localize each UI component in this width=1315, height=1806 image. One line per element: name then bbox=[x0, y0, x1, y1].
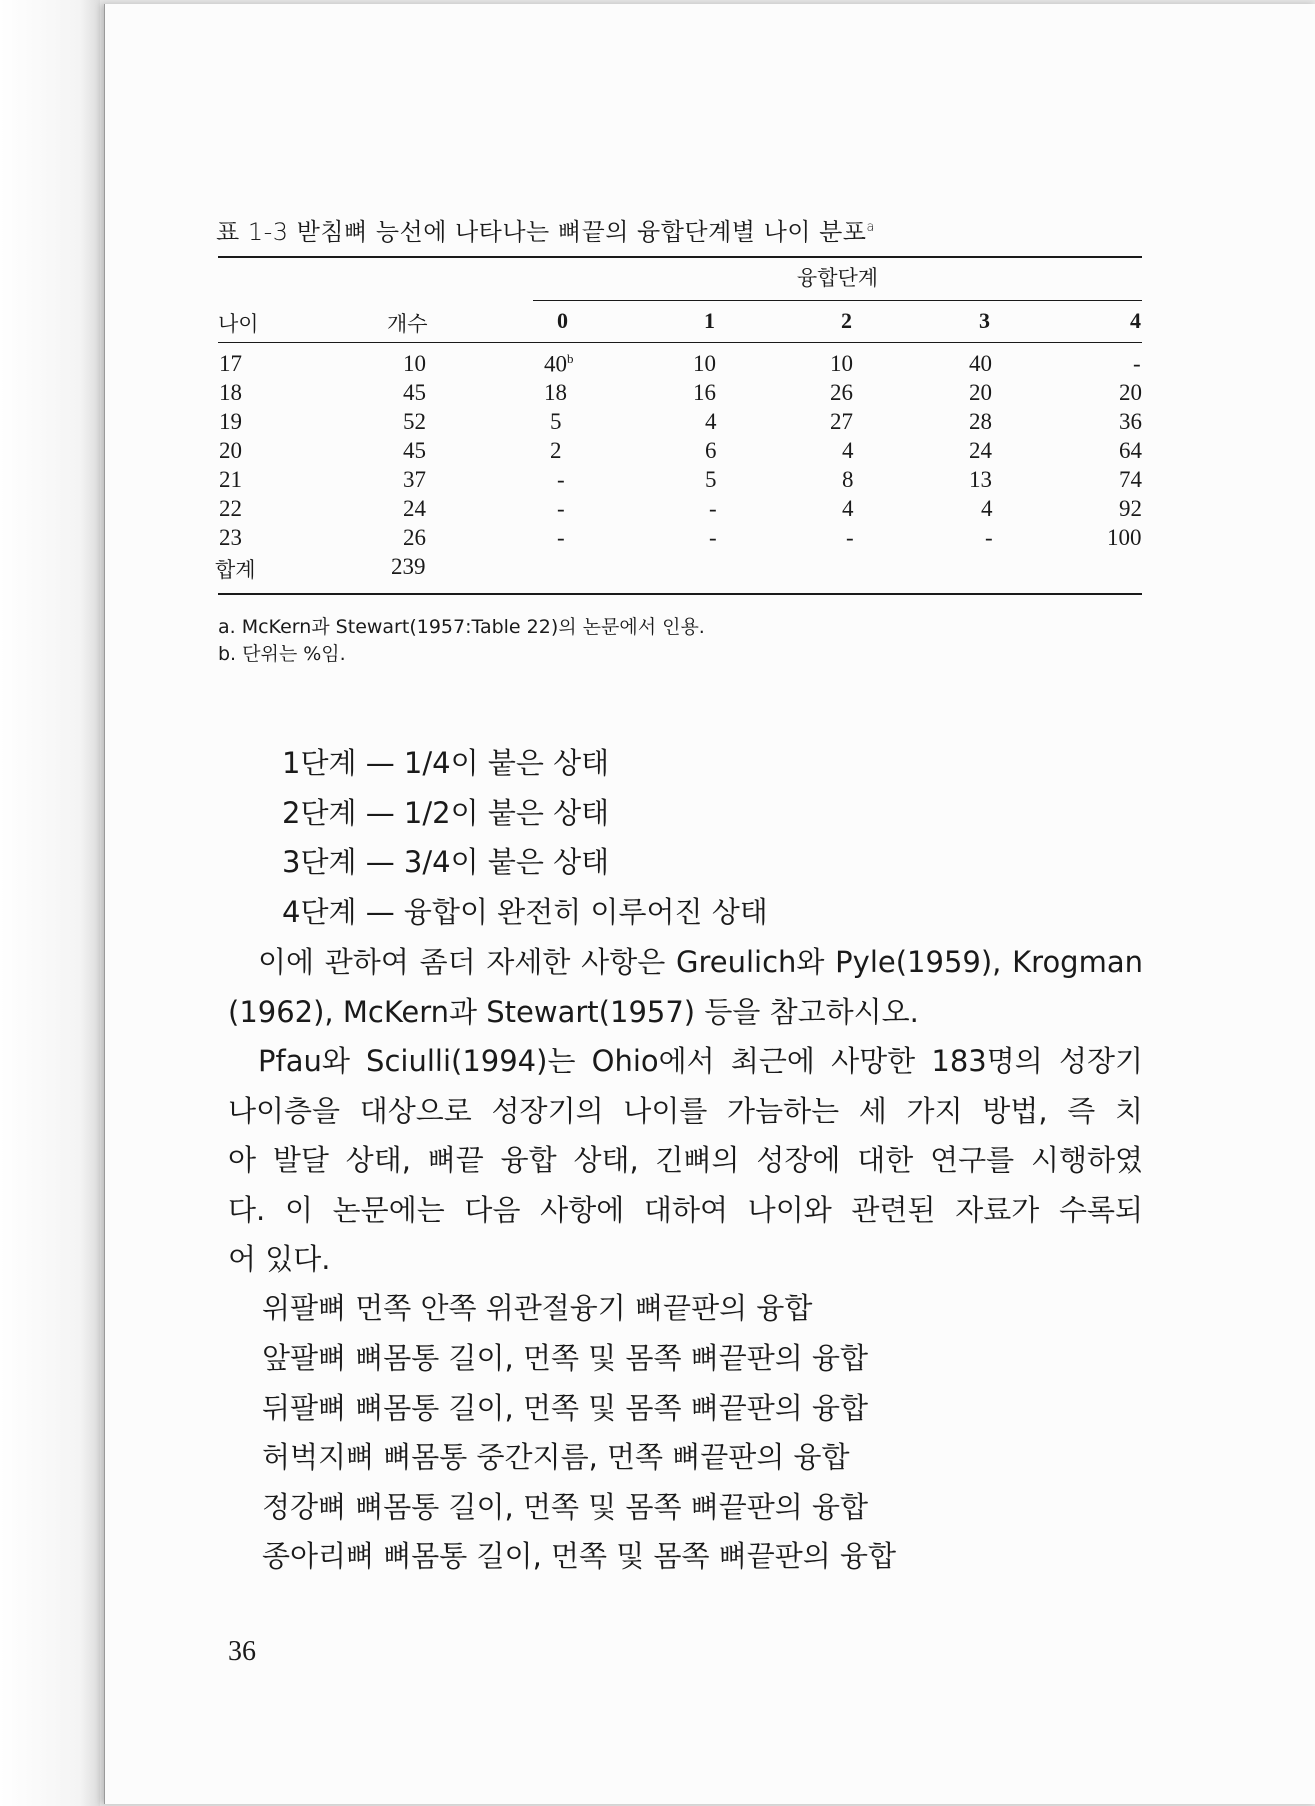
cell-stage-2: 4 bbox=[842, 496, 854, 521]
cell-count: 239 bbox=[391, 554, 426, 579]
table-caption bbox=[216, 212, 875, 247]
cell-age: 20 bbox=[219, 438, 242, 463]
table-row bbox=[0, 496, 1315, 525]
cell-stage-0-value: 40 bbox=[544, 351, 567, 377]
cell-stage-4: 100 bbox=[1107, 525, 1142, 550]
cell-age: 21 bbox=[219, 467, 242, 492]
cell-footnote-mark: b bbox=[567, 351, 574, 366]
cell-stage-1: 10 bbox=[693, 351, 716, 376]
cell-count: 45 bbox=[403, 380, 426, 405]
cell-stage-1: 5 bbox=[705, 467, 717, 492]
cell-stage-0: - bbox=[557, 525, 565, 550]
footnote-a: a. McKern과 Stewart(1957:Table 22)의 논문에서 인용. bbox=[218, 616, 705, 638]
cell-stage-2: 27 bbox=[830, 409, 853, 434]
table-top-rule bbox=[218, 256, 1142, 258]
table-row bbox=[0, 380, 1315, 409]
table-row bbox=[0, 467, 1315, 496]
cell-stage-3: - bbox=[985, 525, 993, 550]
paragraph-line: 나이층을 대상으로 성장기의 나이를 가늠하는 세 가지 방법, 즉 치 bbox=[228, 1094, 1143, 1128]
cell-stage-0: 5 bbox=[550, 409, 562, 434]
cell-stage-4: - bbox=[1133, 351, 1141, 376]
cell-stage-3: 13 bbox=[969, 467, 992, 492]
caption-footnote-mark: a bbox=[866, 220, 875, 235]
table-header-rule bbox=[218, 342, 1142, 343]
cell-stage-0: - bbox=[557, 467, 565, 492]
table-row bbox=[0, 351, 1315, 380]
fusion-stage-group-header: 융합단계 bbox=[796, 266, 879, 290]
cell-stage-0: - bbox=[557, 496, 565, 521]
paragraph-line: 이에 관하여 좀더 자세한 사항은 Greulich와 Pyle(1959), Krogman bbox=[258, 945, 1143, 979]
cell-age: 22 bbox=[219, 496, 242, 521]
cell-stage-1: 6 bbox=[705, 438, 717, 463]
header-stage-1: 1 bbox=[704, 308, 715, 333]
page-number: 36 bbox=[228, 1636, 256, 1667]
cell-count: 24 bbox=[403, 496, 426, 521]
cell-stage-3: 24 bbox=[969, 438, 992, 463]
cell-age: 18 bbox=[219, 380, 242, 405]
header-age: 나이 bbox=[218, 312, 259, 336]
cell-stage-4: 64 bbox=[1119, 438, 1142, 463]
cell-stage-4: 92 bbox=[1119, 496, 1142, 521]
cell-age: 17 bbox=[219, 351, 242, 376]
cell-stage-4: 20 bbox=[1119, 380, 1142, 405]
table-row bbox=[0, 554, 1315, 583]
cell-stage-0: 18 bbox=[544, 380, 567, 405]
cell-stage-0 bbox=[544, 351, 574, 378]
cell-count: 26 bbox=[403, 525, 426, 550]
book-spine-shadow bbox=[0, 0, 100, 1806]
paragraph-line: 다. 이 논문에는 다음 사항에 대하여 나이와 관련된 자료가 수록되 bbox=[228, 1193, 1143, 1227]
table-row bbox=[0, 525, 1315, 554]
cell-stage-2: - bbox=[846, 525, 854, 550]
cell-count: 10 bbox=[403, 351, 426, 376]
bone-list-item: 정강뼈 뼈몸통 길이, 먼쪽 및 몸쪽 뼈끝판의 융합 bbox=[262, 1490, 869, 1524]
cell-stage-3: 28 bbox=[969, 409, 992, 434]
cell-stage-1: 4 bbox=[705, 409, 717, 434]
stage-definition: 3단계 — 3/4이 붙은 상태 bbox=[282, 845, 610, 879]
table-bottom-rule bbox=[218, 593, 1142, 595]
stage-definition: 1단계 — 1/4이 붙은 상태 bbox=[282, 746, 610, 780]
cell-stage-3: 20 bbox=[969, 380, 992, 405]
bone-list-item: 허벅지뼈 뼈몸통 중간지름, 먼쪽 뼈끝판의 융합 bbox=[262, 1440, 850, 1474]
cell-stage-3: 40 bbox=[969, 351, 992, 376]
cell-age: 19 bbox=[219, 409, 242, 434]
paragraph-line: Pfau와 Sciulli(1994)는 Ohio에서 최근에 사망한 183명의 성장기 bbox=[258, 1044, 1143, 1078]
table-caption-text: 표 1-3 받침뼈 능선에 나타나는 뼈끝의 융합단계별 나이 분포 bbox=[216, 218, 867, 246]
header-stage-0: 0 bbox=[557, 308, 568, 333]
cell-stage-4: 36 bbox=[1119, 409, 1142, 434]
bone-list-item: 위팔뼈 먼쪽 안쪽 위관절융기 뼈끝판의 융합 bbox=[262, 1291, 813, 1325]
cell-count: 45 bbox=[403, 438, 426, 463]
bone-list-item: 뒤팔뼈 뼈몸통 길이, 먼쪽 및 몸쪽 뼈끝판의 융합 bbox=[262, 1391, 869, 1425]
cell-stage-2: 10 bbox=[830, 351, 853, 376]
cell-stage-4: 74 bbox=[1119, 467, 1142, 492]
cell-stage-2: 26 bbox=[830, 380, 853, 405]
stage-group-rule bbox=[533, 300, 1142, 301]
paragraph-line: 어 있다. bbox=[228, 1242, 331, 1276]
cell-stage-0: 2 bbox=[550, 438, 562, 463]
bone-list-item: 앞팔뼈 뼈몸통 길이, 먼쪽 및 몸쪽 뼈끝판의 융합 bbox=[262, 1341, 869, 1375]
cell-count: 37 bbox=[403, 467, 426, 492]
cell-stage-1: - bbox=[709, 525, 717, 550]
paragraph-line: 아 발달 상태, 뼈끝 융합 상태, 긴뼈의 성장에 대한 연구를 시행하였 bbox=[228, 1143, 1143, 1177]
bone-list-item: 종아리뼈 뼈몸통 길이, 먼쪽 및 몸쪽 뼈끝판의 융합 bbox=[262, 1539, 897, 1573]
cell-count: 52 bbox=[403, 409, 426, 434]
stage-definition: 4단계 — 융합이 완전히 이루어진 상태 bbox=[282, 895, 768, 929]
header-stage-3: 3 bbox=[979, 308, 990, 333]
cell-stage-3: 4 bbox=[981, 496, 993, 521]
cell-age: 23 bbox=[219, 525, 242, 550]
table-row bbox=[0, 409, 1315, 438]
header-stage-2: 2 bbox=[841, 308, 852, 333]
cell-stage-2: 4 bbox=[842, 438, 854, 463]
cell-age: 합계 bbox=[215, 558, 256, 582]
footnote-b: b. 단위는 %임. bbox=[218, 643, 346, 665]
cell-stage-1: - bbox=[709, 496, 717, 521]
header-stage-4: 4 bbox=[1130, 308, 1141, 333]
header-count: 개수 bbox=[387, 312, 428, 336]
cell-stage-1: 16 bbox=[693, 380, 716, 405]
paragraph-line: (1962), McKern과 Stewart(1957) 등을 참고하시오. bbox=[228, 995, 919, 1029]
cell-stage-2: 8 bbox=[842, 467, 854, 492]
table-row bbox=[0, 438, 1315, 467]
stage-definition: 2단계 — 1/2이 붙은 상태 bbox=[282, 796, 610, 830]
